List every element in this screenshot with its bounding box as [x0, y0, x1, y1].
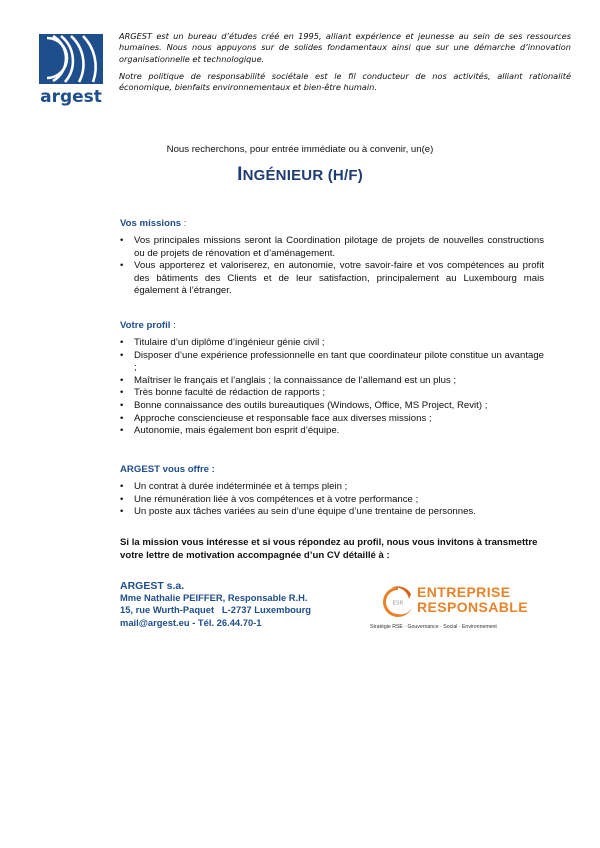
list-item: • Approche consciencieuse et responsable face aux diverses missions ;: [120, 412, 432, 424]
bullet-icon: •: [120, 493, 124, 505]
list-item: • Titulaire d’un diplôme d’ingénieur génie civil ;: [120, 337, 325, 348]
contact-block: [120, 580, 311, 629]
contact-address: 15, rue Wurth-Paquet L-2737 Luxembourg: [120, 604, 312, 616]
offre-list: [120, 481, 544, 519]
rse-swirl-icon: [381, 585, 415, 619]
bullet-icon: •: [120, 235, 124, 246]
job-title-initial: I: [237, 164, 243, 185]
call-to-action: Si la mission vous intéresse et si vous répondez au profil, nous vous invitons à transmettre votre lettre de motivation accompagnée d’un CV détaillé à :: [120, 537, 538, 561]
bullet-icon: •: [120, 337, 124, 348]
job-title-rest: NGÉNIEUR: [242, 167, 324, 184]
section-heading: Votre profil :: [120, 320, 176, 331]
company-intro: [119, 31, 571, 99]
section-missions: [120, 218, 544, 298]
list-item: • Maîtriser le français et l’anglais ; la connaissance de l’allemand est un plus ;: [120, 374, 457, 386]
section-heading: Vos missions :: [120, 218, 187, 229]
contact-email-phone[interactable]: mail@argest.eu - Tél. 26.44.70-1: [120, 616, 262, 628]
bullet-icon: •: [120, 374, 124, 386]
section-offre: [120, 464, 544, 519]
announcement: Nous recherchons, pour entrée immédiate ou à convenir, un(e): [166, 144, 434, 155]
argest-logo-icon: [39, 34, 103, 106]
argest-logo: [39, 34, 103, 106]
bullet-icon: •: [120, 260, 124, 272]
job-title-suffix: (H/F): [327, 167, 363, 184]
bullet-icon: •: [120, 349, 124, 361]
rse-badge: [370, 584, 531, 633]
rse-title: ENTREPRISE RESPONSABLE: [417, 584, 528, 615]
list-item: • Un contrat à durée indéterminée et à temps plein ;: [120, 481, 348, 492]
profil-list: [120, 337, 544, 438]
intro-paragraph: ARGEST est un bureau d’études créé en 1995, alliant expérience et jeunesse au sein de ses ressources humaines. Nous nous appuyons sur de solides fondamentaux ainsi que sur une démarche d’innovation organisationnelle et technologique.: [119, 31, 571, 64]
rse-icon-text: ESR: [392, 600, 404, 607]
job-title: [0, 164, 600, 186]
contact-person: Mme Nathalie PEIFFER, Responsable R.H.: [120, 592, 308, 604]
section-profil: [120, 320, 544, 438]
list-item: • Une rémunération liée à vos compétences et à votre performance ;: [120, 493, 419, 505]
list-item: • Autonomie, mais également bon esprit d’équipe.: [120, 425, 340, 437]
list-item: • Vous apporterez et valoriserez, en autonomie, votre savoir-faire et vos compétences au profit des bâtiments des Clients et de leur satisfaction, principalement au Luxembourg mais également à l’étranger.: [120, 260, 544, 297]
list-item: • Vos principales missions seront la Coordination pilotage de projets de nouvelles constructions ou de projets de rénovation et d’aménagement.: [120, 235, 544, 259]
bullet-icon: •: [120, 481, 124, 492]
bullet-icon: •: [120, 387, 124, 399]
bullet-icon: •: [120, 425, 124, 437]
bullet-icon: •: [120, 506, 124, 518]
intro-paragraph: Notre politique de responsabilité sociétale est le fil conducteur de nos activités, alliant rationalité économique, bienfaits environnementaux et bien-être humain.: [119, 70, 571, 93]
list-item: • Bonne connaissance des outils bureautiques (Windows, Office, MS Project, Revit) ;: [120, 399, 488, 411]
logo-wordmark: argest: [40, 87, 102, 106]
bullet-icon: •: [120, 399, 124, 411]
bullet-icon: •: [120, 412, 124, 424]
contact-company: ARGEST s.a.: [120, 580, 185, 592]
list-item: • Très bonne faculté de rédaction de rapports ;: [120, 387, 326, 399]
section-heading: ARGEST vous offre :: [120, 464, 215, 475]
missions-list: [120, 235, 544, 298]
list-item: • Disposer d’une expérience professionnelle en tant que coordinateur pilote constitue un avantage ;: [120, 349, 544, 374]
list-item: • Un poste aux tâches variées au sein d’une équipe d’une trentaine de personnes.: [120, 506, 476, 518]
rse-tagline: Stratégie RSE · Gouvernance · Social · Environnement: [370, 624, 497, 630]
